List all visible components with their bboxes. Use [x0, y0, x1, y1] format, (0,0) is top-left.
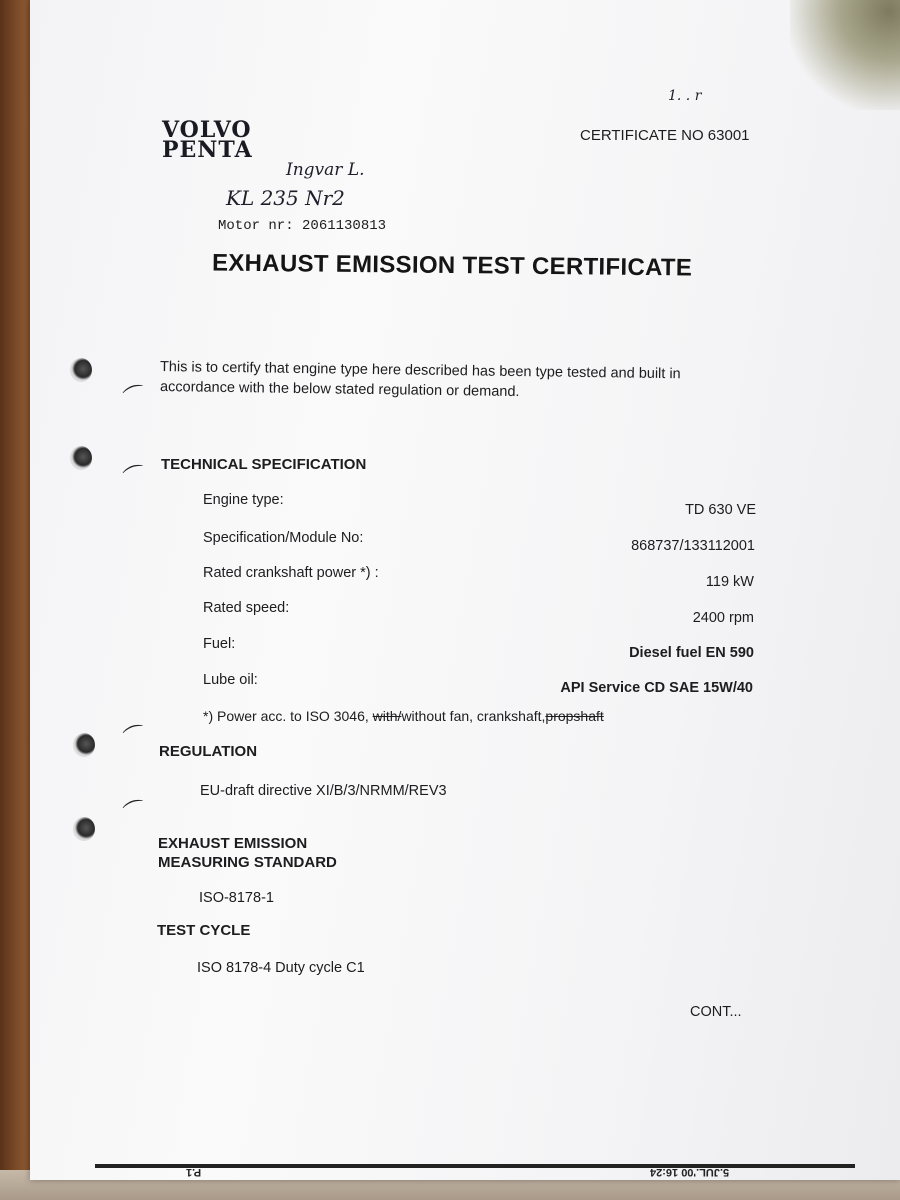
certificate-page	[30, 0, 900, 1180]
spec-label: Lube oil:	[203, 672, 258, 688]
power-footnote	[203, 708, 604, 724]
punch-hole	[70, 358, 92, 382]
spec-label: Rated speed:	[203, 600, 290, 616]
fax-timestamp: 5.JUL.'00 16:24	[650, 1166, 730, 1178]
logo-line-1: VOLVO	[162, 117, 252, 143]
punch-hole	[73, 817, 95, 841]
regulation-text: EU-draft directive XI/B/3/NRMM/REV3	[200, 783, 447, 799]
paper-stain	[790, 0, 900, 110]
binder-mark-icon: ⌒	[121, 381, 151, 413]
handwritten-name: Ingvar L.	[286, 160, 365, 180]
spec-label: Engine type:	[203, 492, 284, 508]
binder-mark-icon: ⌒	[121, 461, 151, 493]
intro-line-2: accordance with the below stated regulation or demand.	[159, 379, 520, 401]
page-title: EXHAUST EMISSION TEST CERTIFICATE	[211, 249, 693, 282]
intro-line-1: This is to certify that engine type here described has been type tested and built in	[159, 359, 681, 383]
footnote-struck-propshaft: propshaft	[545, 708, 604, 724]
motor-number: Motor nr: 2061130813	[218, 218, 387, 234]
spec-label: Fuel:	[203, 636, 236, 652]
footnote-prefix: *) Power acc. to ISO 3046,	[203, 708, 373, 724]
spec-value: Diesel fuel EN 590	[629, 645, 754, 661]
test-cycle-heading: TEST CYCLE	[157, 922, 251, 939]
measuring-standard-heading-line-2: MEASURING STANDARD	[158, 854, 337, 871]
logo-line-2: PENTA	[162, 137, 253, 163]
spec-label: Rated crankshaft power *) :	[203, 565, 379, 581]
punch-hole	[73, 733, 95, 757]
punch-hole	[70, 446, 92, 470]
footnote-struck-with: with/	[372, 708, 402, 724]
footnote-middle: without fan, crankshaft,	[401, 708, 546, 724]
spec-label: Specification/Module No:	[203, 530, 364, 546]
fax-page-number: P.1	[186, 1166, 202, 1178]
test-cycle-text: ISO 8178-4 Duty cycle C1	[197, 960, 365, 976]
measuring-standard-text: ISO-8178-1	[199, 890, 274, 906]
handwritten-model: KL 235 Nr2	[226, 186, 345, 210]
regulation-heading: REGULATION	[159, 743, 258, 760]
binder-mark-icon: ⌒	[121, 796, 151, 828]
volvo-penta-logo	[162, 117, 253, 163]
spec-value: 2400 rpm	[692, 610, 754, 626]
spec-value: 868737/133112001	[631, 538, 755, 554]
continued-note: CONT...	[690, 1004, 742, 1020]
spec-value: TD 630 VE	[685, 502, 756, 518]
spec-value: API Service CD SAE 15W/40	[560, 680, 753, 696]
spec-value: 119 kW	[705, 574, 754, 590]
handwritten-corner-mark: 1. . r	[668, 88, 702, 104]
binder-mark-icon: ⌒	[121, 721, 151, 753]
certificate-number: CERTIFICATE NO 63001	[580, 127, 750, 144]
fax-header-strip	[95, 1164, 855, 1182]
technical-specification-heading: TECHNICAL SPECIFICATION	[161, 456, 367, 473]
measuring-standard-heading-line-1: EXHAUST EMISSION	[158, 835, 308, 852]
